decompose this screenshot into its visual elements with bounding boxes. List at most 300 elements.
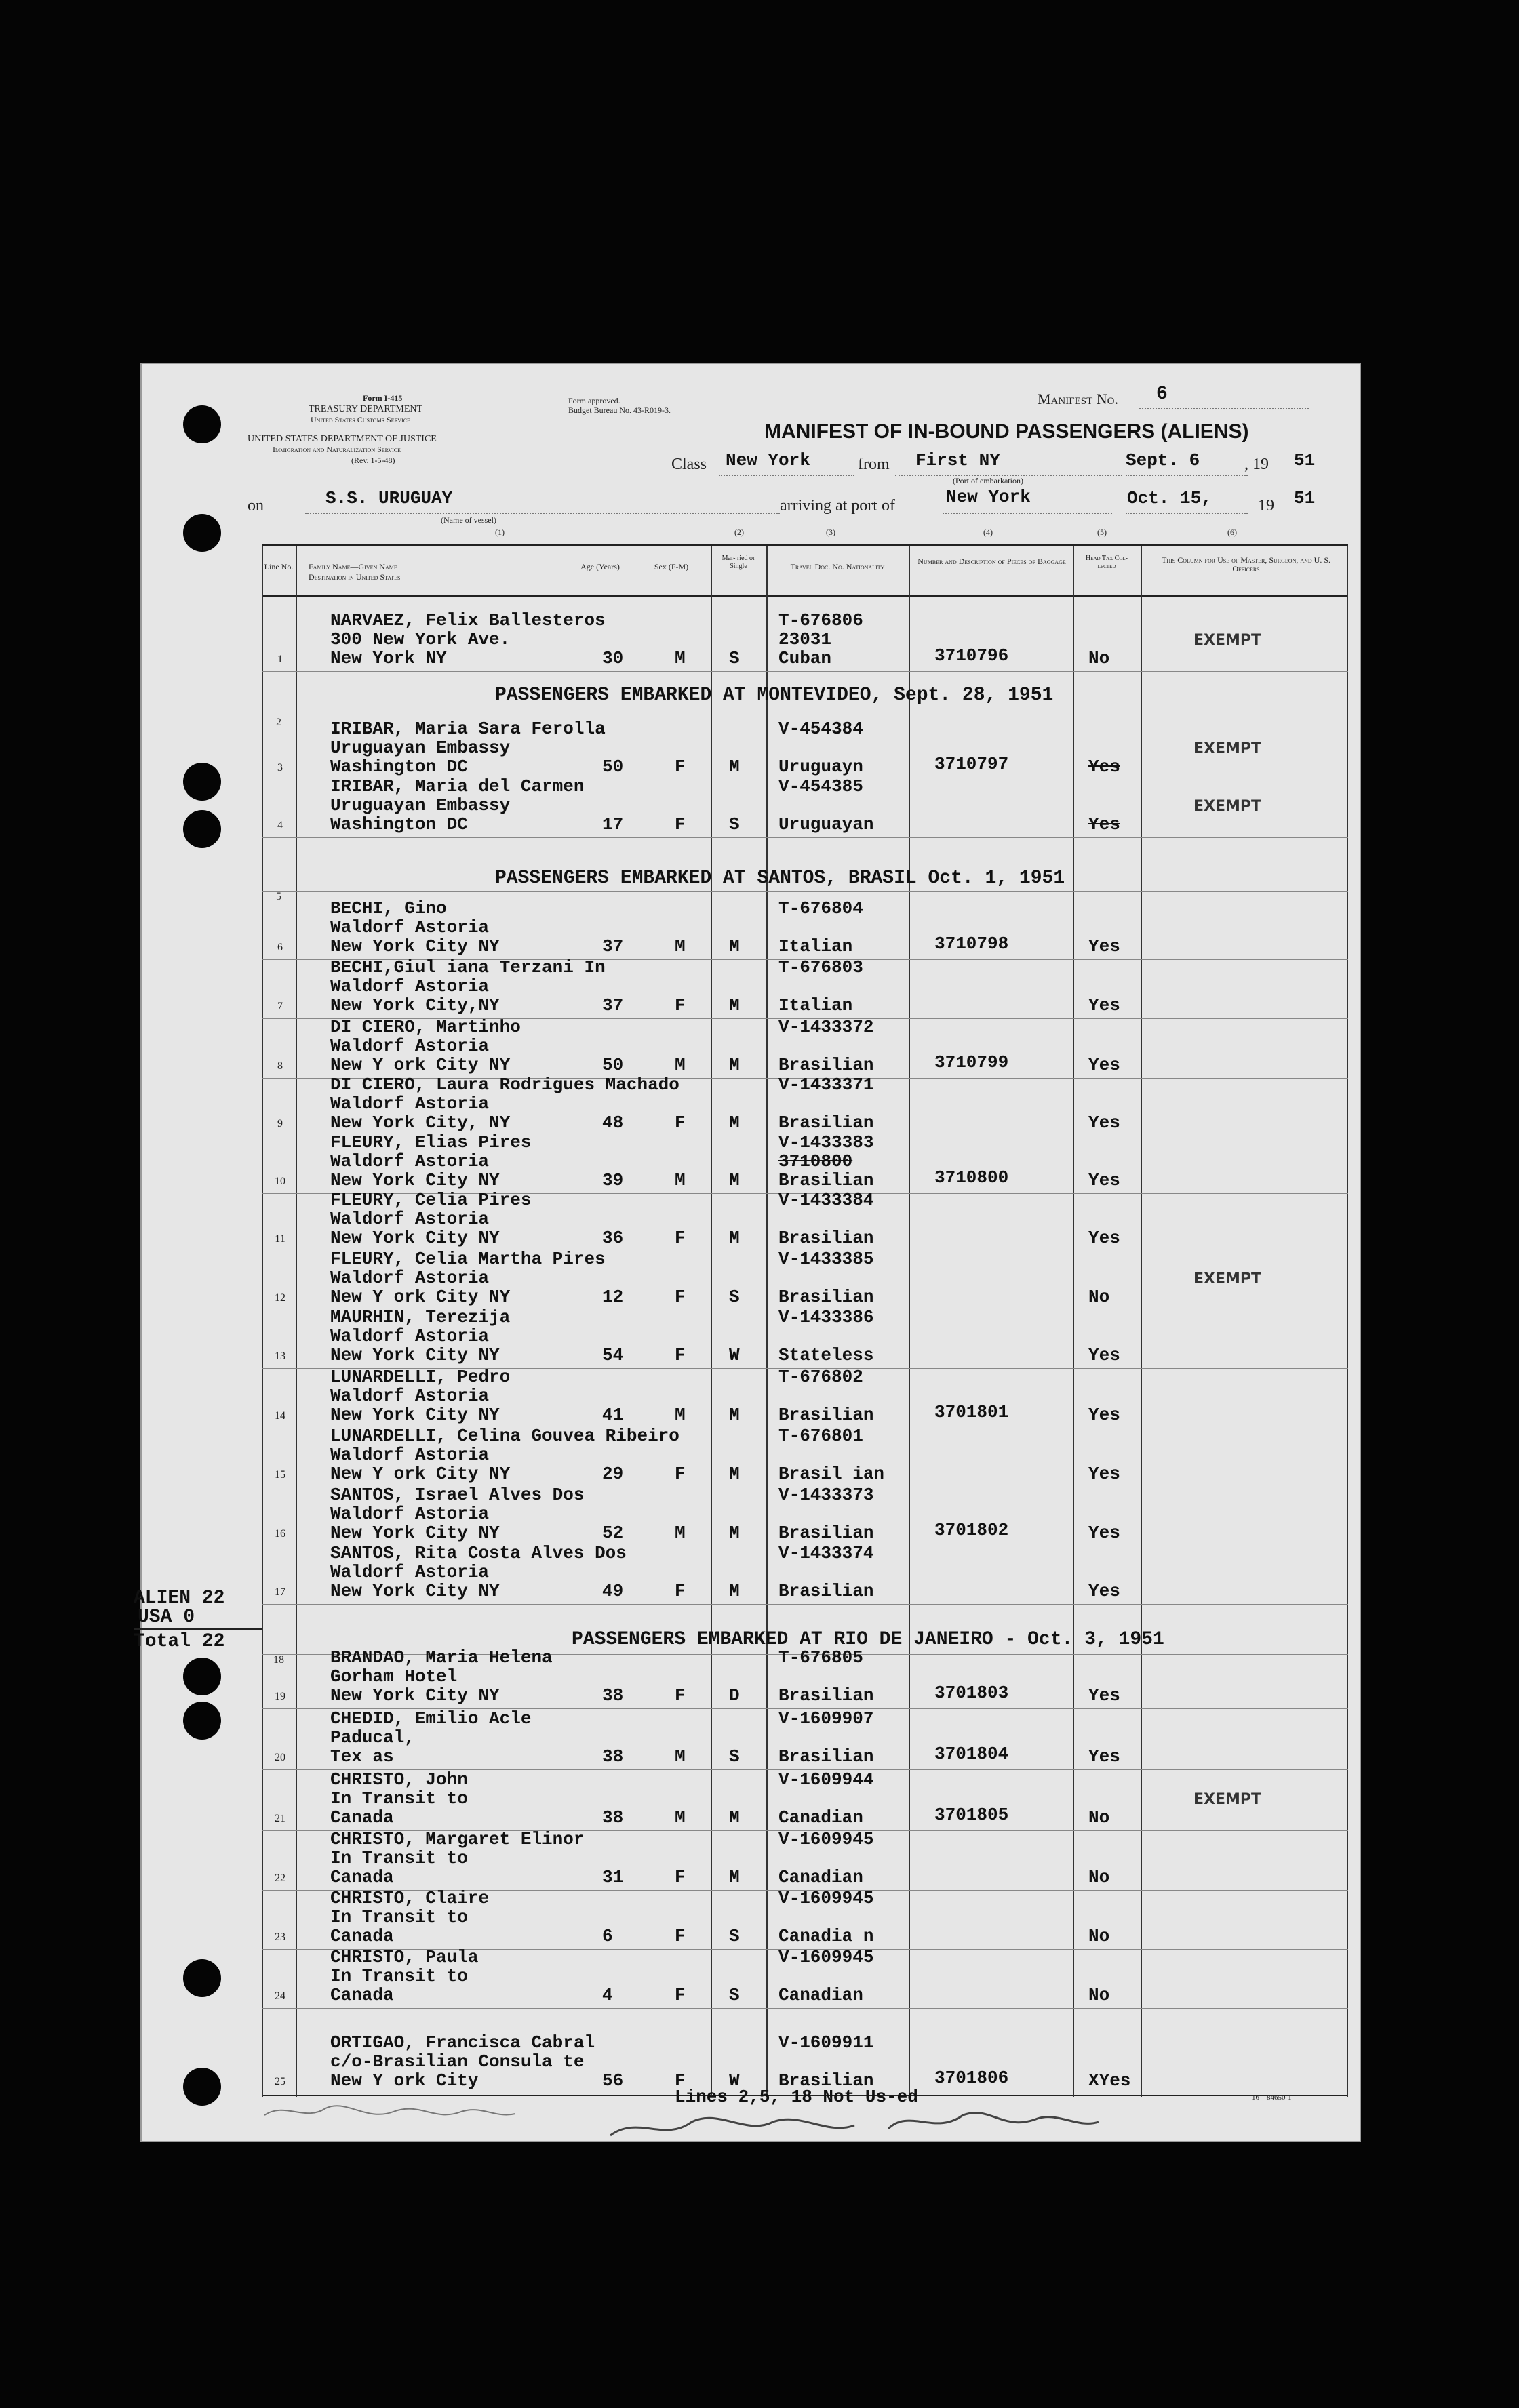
- head-tax: No: [1088, 1807, 1110, 1828]
- col-header-married: Mar- ried or Single: [722, 555, 755, 570]
- embark-header-montevideo: PASSENGERS EMBARKED AT MONTEVIDEO, Sept. 28, 1951: [495, 685, 1054, 706]
- destination-line2: New Y ork City NY: [330, 1055, 511, 1075]
- age: 54: [602, 1345, 624, 1365]
- baggage-number: 3701803: [934, 1683, 1009, 1703]
- line-number: 25: [275, 2076, 285, 2087]
- head-tax: Yes: [1088, 995, 1120, 1016]
- destination-line2: New York City NY: [330, 1345, 500, 1365]
- age: 31: [602, 1867, 624, 1887]
- class-label: Class: [671, 456, 707, 473]
- destination-line2: Tex as: [330, 1746, 394, 1767]
- form-approved: Form approved.: [568, 396, 620, 405]
- travel-doc-extra: 23031: [778, 629, 832, 649]
- officer-remark: EXEMPT: [1194, 1270, 1262, 1287]
- sex: F: [675, 1228, 686, 1248]
- passenger-name: SANTOS, Israel Alves Dos: [330, 1485, 585, 1505]
- passenger-name: BECHI, Gino: [330, 898, 447, 919]
- destination-line1: Waldorf Astoria: [330, 1268, 490, 1288]
- travel-doc-number: V-1433383: [778, 1132, 874, 1152]
- year2: 51: [1294, 488, 1316, 508]
- line-number: 1: [277, 654, 283, 665]
- manifest-title: MANIFEST OF IN-BOUND PASSENGERS (ALIENS): [764, 420, 1249, 443]
- blank-line-number: 2: [276, 717, 281, 728]
- manifest-no-label: Manifest No.: [1038, 390, 1118, 407]
- table-top-rule: [262, 544, 1348, 546]
- travel-doc-number: V-1609944: [778, 1769, 874, 1790]
- line-number: 9: [277, 1118, 283, 1129]
- destination-line2: Washington DC: [330, 757, 468, 777]
- head-tax: No: [1088, 1287, 1110, 1307]
- line-number: 19: [275, 1691, 285, 1702]
- head-tax: Yes: [1088, 1055, 1120, 1075]
- officer-remark: EXEMPT: [1194, 632, 1262, 649]
- embark-header-rio: PASSENGERS EMBARKED AT RIO DE JANEIRO - Oct. 3, 1951: [572, 1629, 1164, 1650]
- sex: F: [675, 1926, 686, 1946]
- baggage-number: 3701806: [934, 2068, 1009, 2088]
- destination-line2: New York City,NY: [330, 995, 500, 1016]
- marital-status: M: [729, 757, 740, 777]
- col-header-officers: This Column for Use of Master, Surgeon, and U. S. Officers: [1161, 555, 1331, 574]
- head-tax: No: [1088, 1867, 1110, 1887]
- nationality: Brasilian: [778, 1287, 874, 1307]
- sex: F: [675, 1345, 686, 1365]
- marital-status: S: [729, 1746, 740, 1767]
- vessel-name: S.S. URUGUAY: [326, 488, 453, 508]
- line-number: 22: [275, 1872, 285, 1884]
- destination-line2: New Y ork City NY: [330, 1464, 511, 1484]
- sex: M: [675, 1055, 686, 1075]
- age: 6: [602, 1926, 613, 1946]
- budget-bureau: Budget Bureau No. 43-R019-3.: [568, 405, 671, 415]
- age: 12: [602, 1287, 624, 1307]
- destination-line1: Waldorf Astoria: [330, 1504, 490, 1524]
- travel-doc-number: T-676806: [778, 610, 863, 630]
- age: 38: [602, 1807, 624, 1828]
- travel-doc-extra: 3710800: [778, 1151, 853, 1171]
- blank-line-number: 18: [273, 1654, 284, 1666]
- destination-line2: Canada: [330, 1926, 394, 1946]
- nationality: Italian: [778, 936, 853, 957]
- destination-line2: New York City NY: [330, 1170, 500, 1190]
- total-all: Total 22: [134, 1631, 225, 1652]
- baggage-number: 3710800: [934, 1167, 1009, 1188]
- marital-status: M: [729, 1112, 740, 1133]
- nationality: Stateless: [778, 1345, 874, 1365]
- col-number-1: (1): [495, 527, 505, 537]
- destination-line1: Waldorf Astoria: [330, 917, 490, 938]
- age: 17: [602, 814, 624, 835]
- travel-doc-number: T-676804: [778, 898, 863, 919]
- passenger-name: MAURHIN, Terezija: [330, 1307, 511, 1327]
- marital-status: M: [729, 936, 740, 957]
- nationality: Brasilian: [778, 1228, 874, 1248]
- officer-remark: EXEMPT: [1194, 1791, 1262, 1808]
- handwritten-annotations: [258, 2095, 1275, 2156]
- arrival-port: New York: [946, 487, 1031, 507]
- destination-line1: In Transit to: [330, 1788, 468, 1809]
- nationality: Brasilian: [778, 1746, 874, 1767]
- marital-status: M: [729, 1581, 740, 1601]
- table-header-rule: [262, 595, 1348, 597]
- marital-status: M: [729, 1464, 740, 1484]
- sex: F: [675, 1581, 686, 1601]
- punch-hole: [183, 763, 221, 801]
- travel-doc-number: V-1433385: [778, 1249, 874, 1269]
- marital-status: M: [729, 995, 740, 1016]
- travel-doc-number: V-1433372: [778, 1017, 874, 1037]
- marital-status: S: [729, 1985, 740, 2005]
- destination-line1: Waldorf Astoria: [330, 1326, 490, 1346]
- officer-remark: EXEMPT: [1194, 740, 1262, 757]
- justice-label: UNITED STATES DEPARTMENT OF JUSTICE: [248, 434, 437, 444]
- col-header-travel-doc: Travel Doc. No. Nationality: [790, 562, 885, 571]
- age: 41: [602, 1405, 624, 1425]
- travel-doc-number: V-1609945: [778, 1888, 874, 1908]
- baggage-number: 3701805: [934, 1805, 1009, 1825]
- punch-hole: [183, 405, 221, 443]
- line-number: 23: [275, 1931, 285, 1943]
- row-divider: [262, 671, 1348, 672]
- age: 49: [602, 1581, 624, 1601]
- age: 50: [602, 757, 624, 777]
- sex: F: [675, 1685, 686, 1706]
- passenger-name: IRIBAR, Maria Sara Ferolla: [330, 719, 606, 739]
- line-number: 14: [275, 1410, 285, 1422]
- destination-line2: New York City NY: [330, 1523, 500, 1543]
- nationality: Canadian: [778, 1807, 863, 1828]
- nationality: Brasilian: [778, 1685, 874, 1706]
- line-number: 6: [277, 942, 283, 953]
- destination-line1: Waldorf Astoria: [330, 1151, 490, 1171]
- age: 48: [602, 1112, 624, 1133]
- head-tax: Yes: [1088, 1685, 1120, 1706]
- age: 30: [602, 648, 624, 668]
- nationality: Brasil ian: [778, 1464, 885, 1484]
- passenger-name: FLEURY, Elias Pires: [330, 1132, 532, 1152]
- nationality: Italian: [778, 995, 853, 1016]
- line-number: 12: [275, 1292, 285, 1304]
- destination-line1: Paducal,: [330, 1727, 415, 1748]
- customs-label: United States Customs Service: [311, 415, 410, 424]
- destination-line1: Waldorf Astoria: [330, 1445, 490, 1465]
- marital-status: S: [729, 814, 740, 835]
- passenger-name: FLEURY, Celia Martha Pires: [330, 1249, 606, 1269]
- year2-prefix: 19: [1258, 497, 1274, 515]
- travel-doc-number: V-1609907: [778, 1708, 874, 1729]
- on-label: on: [248, 497, 264, 515]
- destination-line2: New York NY: [330, 648, 447, 668]
- nationality: Uruguayan: [778, 814, 874, 835]
- head-tax: Yes: [1088, 1170, 1120, 1190]
- destination-line1: Waldorf Astoria: [330, 1209, 490, 1229]
- travel-doc-number: V-1609911: [778, 2032, 874, 2053]
- baggage-number: 3701801: [934, 1402, 1009, 1422]
- col-number-6: (6): [1227, 527, 1237, 537]
- marital-status: M: [729, 1228, 740, 1248]
- head-tax: Yes: [1088, 1464, 1120, 1484]
- head-tax: No: [1088, 1985, 1110, 2005]
- embark-header-santos: PASSENGERS EMBARKED AT SANTOS, BRASIL Oct. 1, 1951: [495, 868, 1065, 889]
- marital-status: W: [729, 2070, 740, 2091]
- col-number-4: (4): [983, 527, 993, 537]
- head-tax: Yes: [1088, 1112, 1120, 1133]
- passenger-name: LUNARDELLI, Pedro: [330, 1367, 511, 1387]
- sex: F: [675, 757, 686, 777]
- baggage-number: 3710799: [934, 1052, 1009, 1072]
- destination-line1: Gorham Hotel: [330, 1666, 458, 1687]
- destination-line2: Canada: [330, 1867, 394, 1887]
- row-divider: [262, 837, 1348, 838]
- baggage-number: 3710798: [934, 934, 1009, 954]
- destination-line1: In Transit to: [330, 1907, 468, 1927]
- passenger-name: FLEURY, Celia Pires: [330, 1190, 532, 1210]
- punch-hole: [183, 514, 221, 552]
- travel-doc-number: T-676805: [778, 1647, 863, 1668]
- nationality: Brasilian: [778, 1581, 874, 1601]
- passenger-name: DI CIERO, Laura Rodrigues Machado: [330, 1075, 679, 1095]
- passenger-name: SANTOS, Rita Costa Alves Dos: [330, 1543, 627, 1563]
- travel-doc-number: V-1433371: [778, 1075, 874, 1095]
- line-number: 15: [275, 1469, 285, 1481]
- total-usa: USA 0: [138, 1607, 195, 1628]
- destination-line2: New York City NY: [330, 1581, 500, 1601]
- nationality: Uruguayn: [778, 757, 863, 777]
- age: 52: [602, 1523, 624, 1543]
- passenger-name: CHRISTO, Margaret Elinor: [330, 1829, 585, 1849]
- sex: F: [675, 2070, 686, 2091]
- destination-line1: Waldorf Astoria: [330, 1562, 490, 1582]
- col-header-age: Age (Years): [580, 562, 620, 571]
- marital-status: S: [729, 648, 740, 668]
- travel-doc-number: V-1609945: [778, 1829, 874, 1849]
- nationality: Brasilian: [778, 1112, 874, 1133]
- destination-line2: New Y ork City: [330, 2070, 479, 2091]
- revision-label: (Rev. 1-5-48): [351, 456, 395, 465]
- destination-line1: Uruguayan Embassy: [330, 795, 511, 816]
- officer-remark: EXEMPT: [1194, 798, 1262, 815]
- sex: M: [675, 1807, 686, 1828]
- destination-line1: Waldorf Astoria: [330, 976, 490, 997]
- age: 56: [602, 2070, 624, 2091]
- passenger-name: ORTIGAO, Francisca Cabral: [330, 2032, 595, 2053]
- age: 37: [602, 936, 624, 957]
- ins-label: Immigration and Naturalization Service: [273, 445, 401, 454]
- punch-hole: [183, 2068, 221, 2106]
- arriving-label: arriving at port of: [780, 497, 895, 515]
- marital-status: M: [729, 1867, 740, 1887]
- baggage-number: 3701802: [934, 1520, 1009, 1540]
- baggage-number: 3701804: [934, 1744, 1009, 1764]
- col-header-destination: Destination in United States: [309, 572, 401, 582]
- line-number: 7: [277, 1001, 283, 1012]
- sex: M: [675, 648, 686, 668]
- line-number: 11: [275, 1233, 285, 1245]
- sex: F: [675, 1985, 686, 2005]
- travel-doc-number: V-454385: [778, 776, 863, 797]
- passenger-name: IRIBAR, Maria del Carmen: [330, 776, 585, 797]
- embark-date: Sept. 6: [1126, 450, 1200, 470]
- age: 38: [602, 1685, 624, 1706]
- col-header-name: Family Name—Given Name: [309, 562, 397, 571]
- embark-port-note: (Port of embarkation): [953, 476, 1023, 485]
- nationality: Brasilian: [778, 1055, 874, 1075]
- age: 36: [602, 1228, 624, 1248]
- sex: F: [675, 995, 686, 1016]
- sex: F: [675, 1287, 686, 1307]
- travel-doc-number: V-1433384: [778, 1190, 874, 1210]
- manifest-no: 6: [1156, 384, 1168, 405]
- sex: F: [675, 1112, 686, 1133]
- form-footer-code: 16—84650-1: [1252, 2093, 1292, 2102]
- head-tax: Yes: [1088, 1523, 1120, 1543]
- passenger-name: DI CIERO, Martinho: [330, 1017, 521, 1037]
- age: 50: [602, 1055, 624, 1075]
- travel-doc-number: V-1433373: [778, 1485, 874, 1505]
- passenger-name: BECHI,Giul iana Terzani In: [330, 957, 606, 978]
- nationality: Canadia n: [778, 1926, 874, 1946]
- passenger-name: CHEDID, Emilio Acle: [330, 1708, 532, 1729]
- head-tax: Yes: [1088, 1405, 1120, 1425]
- age: 38: [602, 1746, 624, 1767]
- destination-line2: New York City, NY: [330, 1112, 511, 1133]
- line-number: 17: [275, 1586, 285, 1598]
- destination-line2: New York City NY: [330, 1405, 500, 1425]
- destination-line2: New York City NY: [330, 1685, 500, 1706]
- passenger-name: LUNARDELLI, Celina Gouvea Ribeiro: [330, 1426, 679, 1446]
- embark-port: First NY: [915, 450, 1000, 470]
- blank-line-number: 5: [276, 891, 281, 902]
- nationality: Cuban: [778, 648, 832, 668]
- line-number: 4: [277, 820, 283, 831]
- col-number-5: (5): [1097, 527, 1107, 537]
- age: 39: [602, 1170, 624, 1190]
- travel-doc-number: V-1609945: [778, 1947, 874, 1967]
- col-number-3: (3): [826, 527, 835, 537]
- travel-doc-number: V-454384: [778, 719, 863, 739]
- sex: M: [675, 1170, 686, 1190]
- marital-status: M: [729, 1170, 740, 1190]
- row-divider: [262, 2008, 1348, 2009]
- line-number: 13: [275, 1350, 285, 1362]
- marital-status: D: [729, 1685, 740, 1706]
- destination-line2: New York City NY: [330, 1228, 500, 1248]
- travel-doc-number: T-676803: [778, 957, 863, 978]
- sex: M: [675, 936, 686, 957]
- form-number: Form I-415: [363, 393, 403, 403]
- destination-line1: Waldorf Astoria: [330, 1036, 490, 1056]
- baggage-number: 3710796: [934, 645, 1009, 666]
- marital-status: M: [729, 1523, 740, 1543]
- line-number: 8: [277, 1060, 283, 1072]
- head-tax: No: [1088, 648, 1110, 668]
- marital-status: S: [729, 1926, 740, 1946]
- head-tax: Yes: [1088, 1345, 1120, 1365]
- treasury-label: TREASURY DEPARTMENT: [309, 404, 423, 414]
- destination-line2: New Y ork City NY: [330, 1287, 511, 1307]
- year1: 51: [1294, 450, 1316, 470]
- head-tax: Yes: [1088, 1228, 1120, 1248]
- destination-line2: New York City NY: [330, 936, 500, 957]
- marital-status: M: [729, 1807, 740, 1828]
- destination-line2: Canada: [330, 1807, 394, 1828]
- punch-hole: [183, 1702, 221, 1740]
- marital-status: S: [729, 1287, 740, 1307]
- nationality: Brasilian: [778, 2070, 874, 2091]
- age: 37: [602, 995, 624, 1016]
- from-label: from: [858, 456, 890, 473]
- baggage-number: 3710797: [934, 754, 1009, 774]
- col-number-2: (2): [734, 527, 744, 537]
- year1-prefix: , 19: [1244, 456, 1269, 473]
- punch-hole: [183, 1658, 221, 1695]
- nationality: Brasilian: [778, 1405, 874, 1425]
- marital-status: M: [729, 1405, 740, 1425]
- destination-line1: 300 New York Ave.: [330, 629, 511, 649]
- destination-line2: Canada: [330, 1985, 394, 2005]
- col-header-line: Line No.: [264, 562, 294, 571]
- destination-line1: Waldorf Astoria: [330, 1093, 490, 1114]
- class-value: New York: [726, 450, 810, 470]
- head-tax: XYes: [1088, 2070, 1131, 2091]
- age: 29: [602, 1464, 624, 1484]
- travel-doc-number: T-676802: [778, 1367, 863, 1387]
- nationality: Brasilian: [778, 1170, 874, 1190]
- lines-not-used-note: Lines 2,5, 18 Not Us-ed: [675, 2087, 918, 2107]
- head-tax: Yes: [1088, 1581, 1120, 1601]
- head-tax: Yes: [1088, 757, 1120, 777]
- nationality: Canadian: [778, 1867, 863, 1887]
- travel-doc-number: V-1433374: [778, 1543, 874, 1563]
- line-number: 24: [275, 1990, 285, 2002]
- passenger-name: BRANDAO, Maria Helena: [330, 1647, 553, 1668]
- destination-line1: In Transit to: [330, 1848, 468, 1868]
- travel-doc-number: T-676801: [778, 1426, 863, 1446]
- nationality: Brasilian: [778, 1523, 874, 1543]
- arrival-date: Oct. 15,: [1127, 488, 1212, 508]
- line-number: 21: [275, 1813, 285, 1824]
- vessel-note: (Name of vessel): [441, 515, 496, 525]
- line-number: 16: [275, 1528, 285, 1540]
- col-header-head-tax: Head Tax Col- lected: [1086, 555, 1128, 570]
- row-divider: [262, 891, 1348, 892]
- sex: M: [675, 1405, 686, 1425]
- head-tax: Yes: [1088, 936, 1120, 957]
- passenger-name: CHRISTO, John: [330, 1769, 468, 1790]
- row-divider: [262, 1604, 1348, 1605]
- passenger-name: NARVAEZ, Felix Ballesteros: [330, 610, 606, 630]
- sex: M: [675, 1523, 686, 1543]
- marital-status: M: [729, 1055, 740, 1075]
- punch-hole: [183, 810, 221, 848]
- sex: F: [675, 814, 686, 835]
- destination-line1: Waldorf Astoria: [330, 1386, 490, 1406]
- destination-line1: c/o-Brasilian Consula te: [330, 2051, 585, 2072]
- sex: F: [675, 1464, 686, 1484]
- marital-status: W: [729, 1345, 740, 1365]
- passenger-name: CHRISTO, Paula: [330, 1947, 479, 1967]
- nationality: Canadian: [778, 1985, 863, 2005]
- destination-line1: In Transit to: [330, 1966, 468, 1986]
- manifest-sheet: [140, 363, 1361, 2142]
- sex: M: [675, 1746, 686, 1767]
- travel-doc-number: V-1433386: [778, 1307, 874, 1327]
- destination-line2: Washington DC: [330, 814, 468, 835]
- age: 4: [602, 1985, 613, 2005]
- line-number: 3: [277, 762, 283, 774]
- total-alien: ALIEN 22: [134, 1588, 225, 1609]
- line-number: 10: [275, 1176, 285, 1187]
- head-tax: Yes: [1088, 1746, 1120, 1767]
